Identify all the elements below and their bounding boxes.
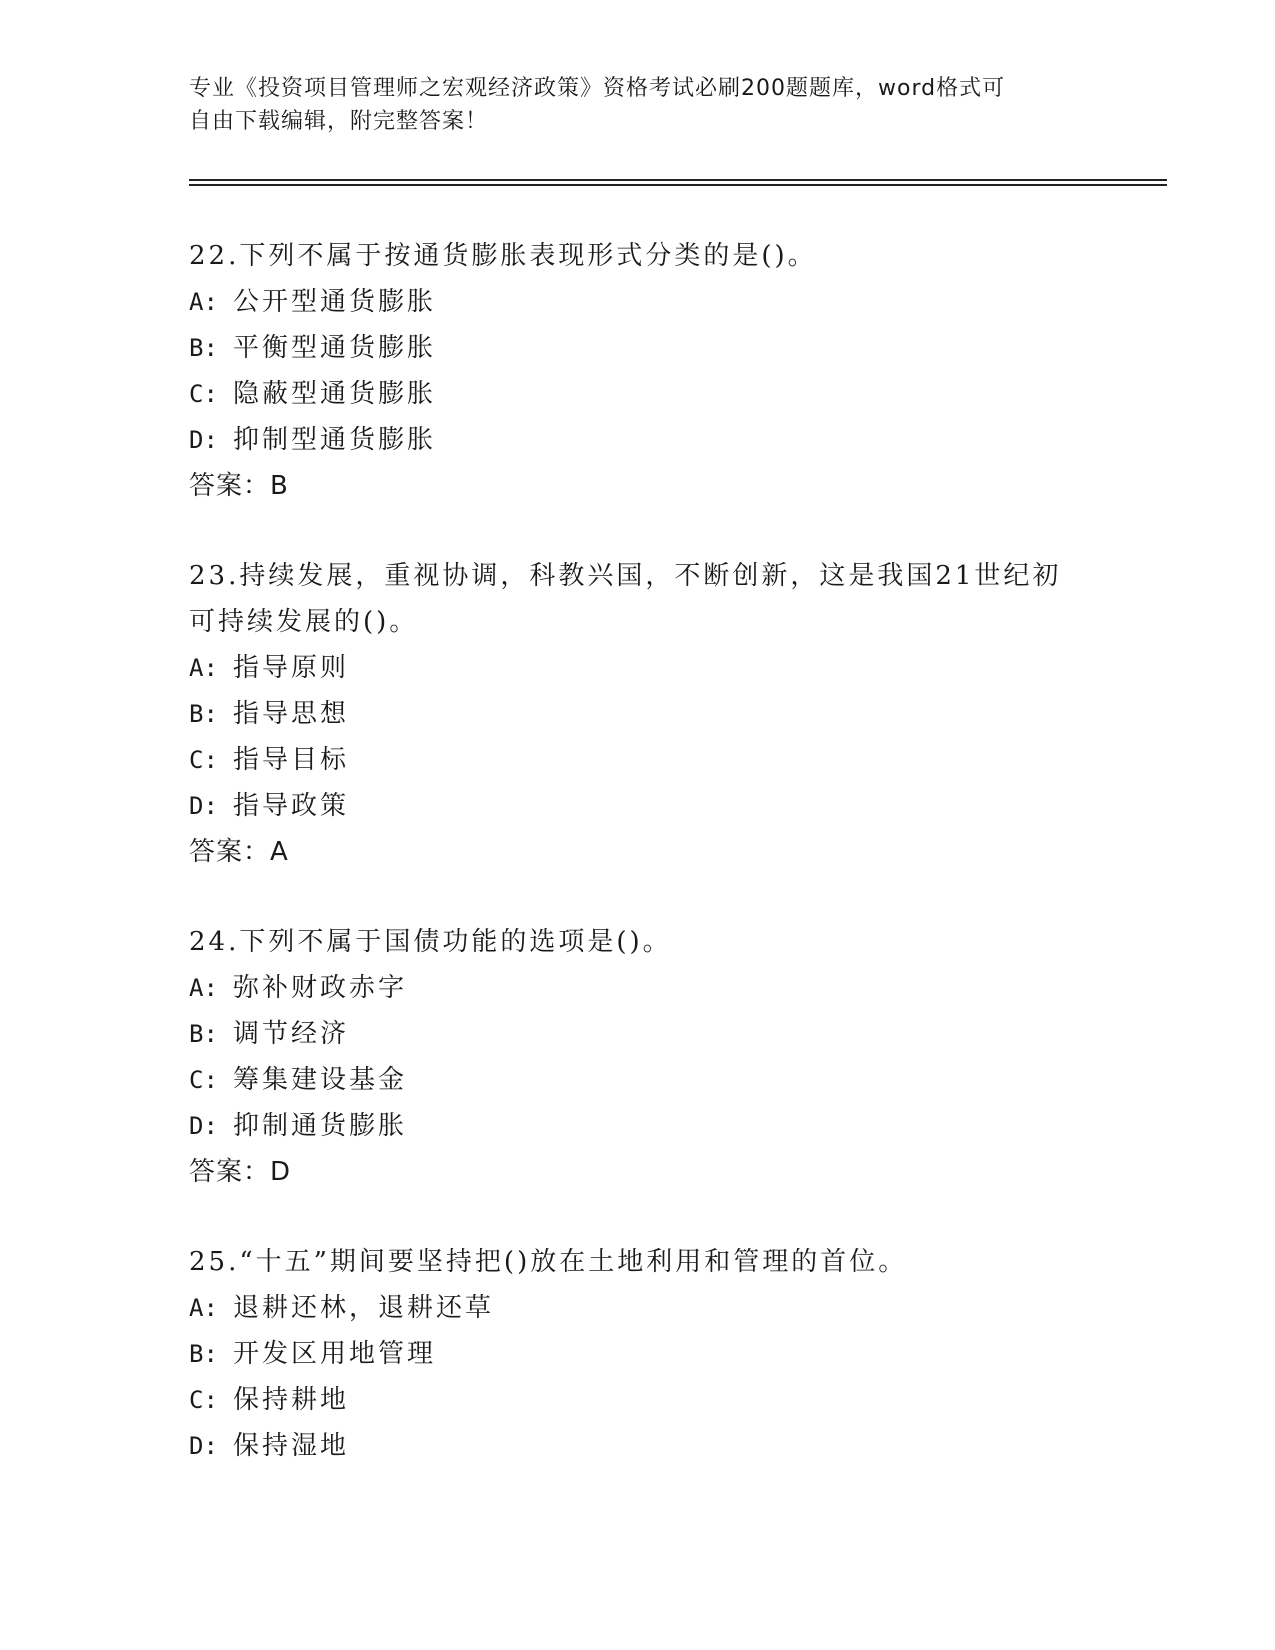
header-line-1: 专业《投资项目管理师之宏观经济政策》资格考试必刷200题题库，word格式可	[189, 76, 1006, 101]
answer-line: 答案：A	[189, 837, 289, 867]
option-letter: B:	[189, 334, 218, 362]
option-text: 退耕还林，退耕还草	[233, 1293, 495, 1323]
question-22	[189, 233, 1089, 509]
option-d	[189, 783, 1089, 829]
option-letter: C:	[189, 1386, 218, 1414]
option-letter: D:	[189, 426, 218, 454]
option-a	[189, 965, 1089, 1011]
option-text: 筹集建设基金	[233, 1065, 408, 1095]
option-d	[189, 1423, 1089, 1469]
option-text: 平衡型通货膨胀	[233, 333, 437, 363]
question-stem-line-2: 可持续发展的()。	[189, 607, 419, 637]
question-stem: 25.“十五”期间要坚持把()放在土地利用和管理的首位。	[189, 1247, 908, 1277]
option-text: 指导政策	[233, 791, 350, 821]
question-25	[189, 1239, 1089, 1469]
option-letter: B:	[189, 1340, 218, 1368]
option-c	[189, 1377, 1089, 1423]
option-letter: A:	[189, 974, 218, 1002]
option-text: 保持耕地	[233, 1385, 350, 1415]
option-a	[189, 645, 1089, 691]
option-text: 公开型通货膨胀	[233, 287, 437, 317]
header-divider-top	[189, 179, 1167, 181]
option-letter: D:	[189, 1112, 218, 1140]
option-c	[189, 371, 1089, 417]
option-letter: D:	[189, 1432, 218, 1460]
option-b	[189, 1331, 1089, 1377]
question-24	[189, 919, 1089, 1195]
option-letter: D:	[189, 792, 218, 820]
option-text: 指导原则	[233, 653, 350, 683]
option-text: 隐蔽型通货膨胀	[233, 379, 437, 409]
question-23	[189, 553, 1089, 875]
option-letter: B:	[189, 700, 218, 728]
option-c	[189, 737, 1089, 783]
question-list	[189, 233, 1089, 1513]
option-text: 弥补财政赤字	[233, 973, 408, 1003]
option-d	[189, 1103, 1089, 1149]
answer-line: 答案：B	[189, 471, 289, 501]
option-b	[189, 691, 1089, 737]
option-a	[189, 279, 1089, 325]
option-text: 开发区用地管理	[233, 1339, 437, 1369]
option-letter: B:	[189, 1020, 218, 1048]
option-letter: A:	[189, 654, 218, 682]
option-c	[189, 1057, 1089, 1103]
option-text: 保持湿地	[233, 1431, 350, 1461]
option-text: 抑制通货膨胀	[233, 1111, 408, 1141]
option-text: 调节经济	[233, 1019, 350, 1049]
document-header	[189, 72, 1089, 138]
option-b	[189, 325, 1089, 371]
option-d	[189, 417, 1089, 463]
option-b	[189, 1011, 1089, 1057]
question-stem-line-1: 23.持续发展，重视协调，科教兴国，不断创新，这是我国21世纪初	[189, 561, 1062, 591]
question-stem: 24.下列不属于国债功能的选项是()。	[189, 927, 672, 957]
option-letter: C:	[189, 1066, 218, 1094]
option-letter: C:	[189, 746, 218, 774]
option-text: 指导思想	[233, 699, 350, 729]
question-stem: 22.下列不属于按通货膨胀表现形式分类的是()。	[189, 241, 817, 271]
option-text: 抑制型通货膨胀	[233, 425, 437, 455]
header-divider-bottom	[189, 184, 1167, 186]
option-letter: C:	[189, 380, 218, 408]
header-line-2: 自由下载编辑，附完整答案！	[189, 109, 489, 134]
option-letter: A:	[189, 288, 218, 316]
option-a	[189, 1285, 1089, 1331]
answer-line: 答案：D	[189, 1157, 292, 1187]
option-letter: A:	[189, 1294, 218, 1322]
option-text: 指导目标	[233, 745, 350, 775]
